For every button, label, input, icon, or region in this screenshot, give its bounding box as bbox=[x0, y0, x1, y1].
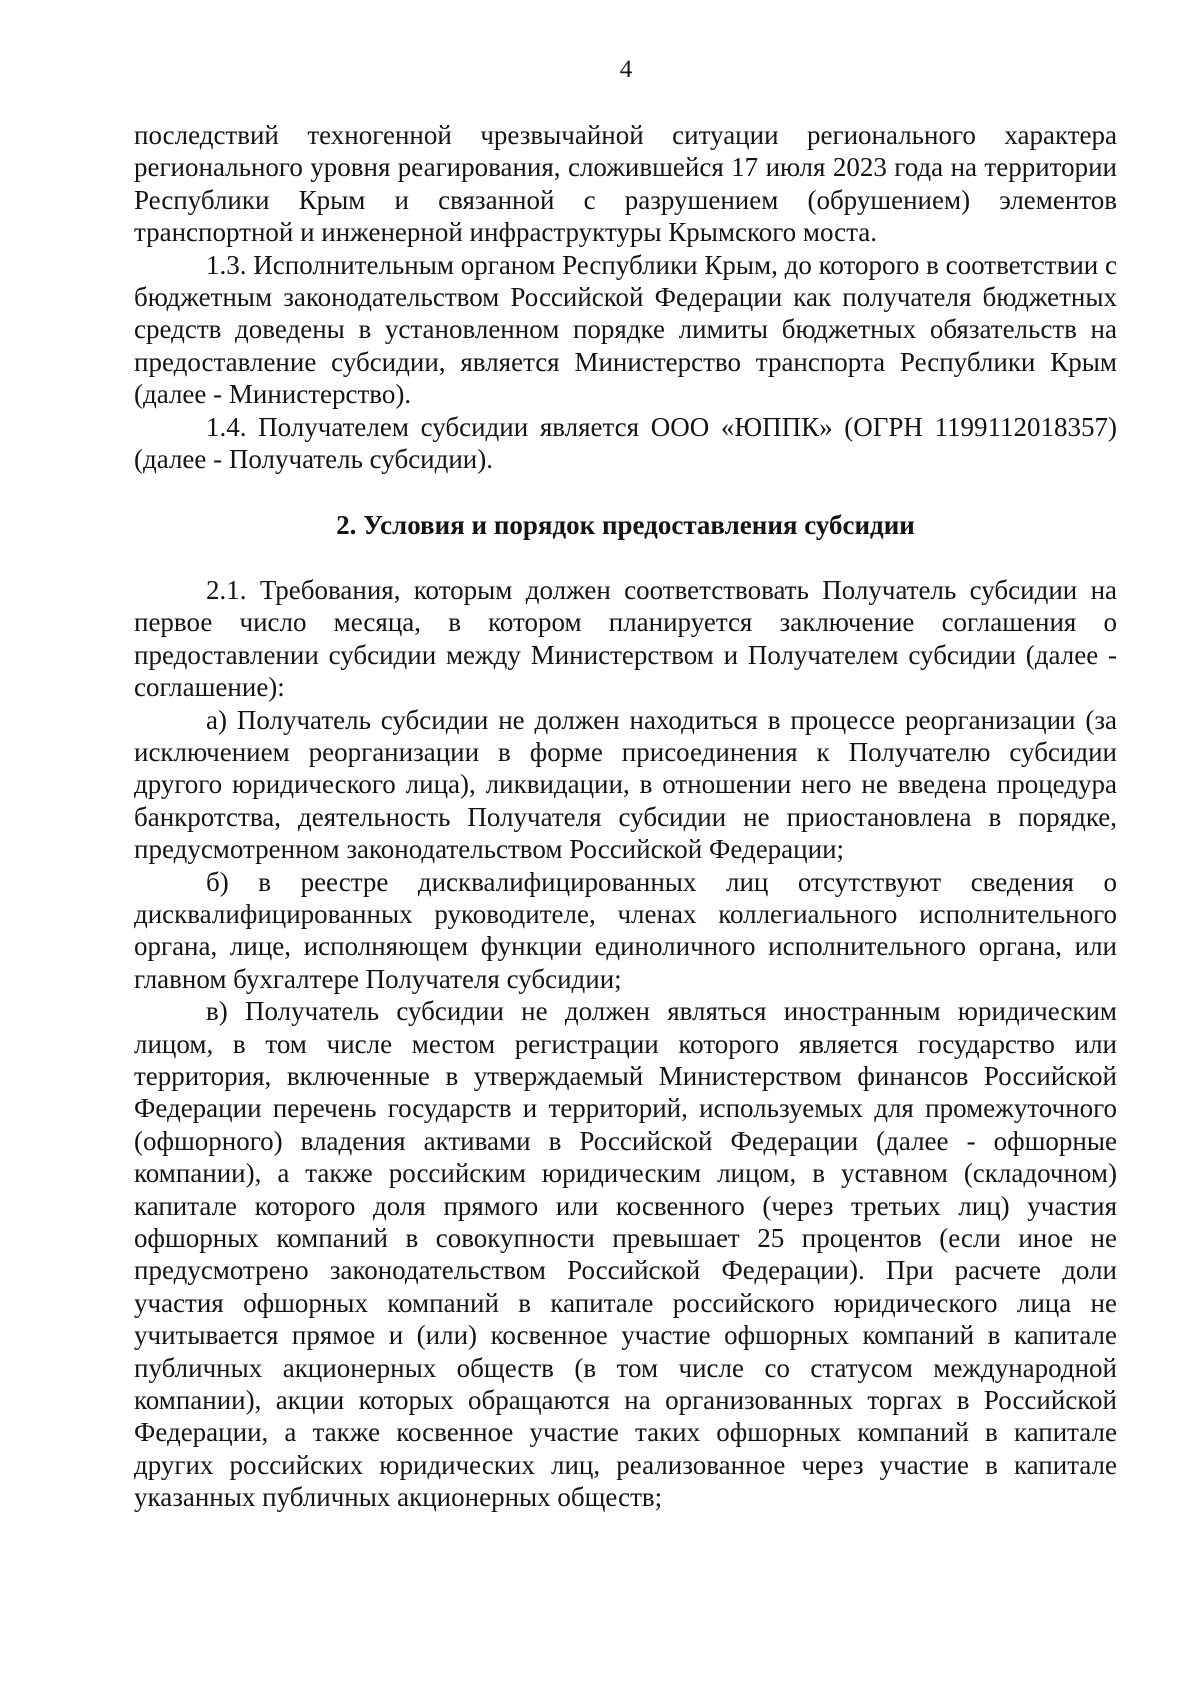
paragraph-1-4: 1.4. Получателем субсидии является ООО «ЮППК» (ОГРН 1199112018357) (далее - Получатель субсидии). bbox=[134, 411, 1117, 475]
document-body bbox=[134, 119, 1117, 1514]
paragraph-1-3: 1.3. Исполнительным органом Республики Крым, до которого в соответствии с бюджетным законодательством Российской Федерации как получателя бюджетных средств доведены в установленном порядке лимиты бюджетных обязательств на предоставление субсидии, является Министерство транспорта Республики Крым (далее - Министерство). bbox=[134, 249, 1117, 410]
paragraph-continuation: последствий техногенной чрезвычайной ситуации регионального характера регионального уровня реагирования, сложившейся 17 июля 2023 года на территории Республики Крым и связанной с разрушением (обрушением) элементов транспортной и инженерной инфраструктуры Крымского моста. bbox=[134, 120, 1117, 248]
paragraph-item-a: а) Получатель субсидии не должен находиться в процессе реорганизации (за исключением реорганизации в форме присоединения к Получателю субсидии другого юридического лица), ликвидации, в отношении него не введена процедура банкротства, деятельность Получателя субсидии не приостановлена в порядке, предусмотренном законодательством Российской Федерации; bbox=[134, 704, 1117, 865]
paragraph-item-b: б) в реестре дисквалифицированных лиц отсутствуют сведения о дисквалифицированных руководителе, членах коллегиального исполнительного органа, лице, исполняющем функции единоличного исполнительного органа, или главном бухгалтере Получателя субсидии; bbox=[134, 866, 1117, 994]
section-heading: 2. Условия и порядок предоставления субсидии bbox=[336, 510, 915, 541]
paragraph-2-1: 2.1. Требования, которым должен соответствовать Получатель субсидии на первое число месяца, в котором планируется заключение соглашения о предоставлении субсидии между Министерством и Получателем субсидии (далее - соглашение): bbox=[134, 574, 1117, 703]
paragraph-item-v: в) Получатель субсидии не должен являться иностранным юридическим лицом, в том числе местом регистрации которого является государство или территория, включенные в утверждаемый Министерством финансов Российской Федерации перечень государств и территорий, используемых для промежуточного (офшорного) владения активами в Российской Федерации (далее - офшорные компании), а также российским юридическим лицом, в уставном (складочном) капитале которого доля прямого или косвенного (через третьих лиц) участия офшорных компаний в совокупности превышает 25 процентов (если иное не предусмотрено законодательством Российской Федерации). При расчете доли участия офшорных компаний в капитале российского юридического лица не учитывается прямое и (или) косвенное участие офшорных компаний в капитале публичных акционерных обществ (в том числе со статусом международной компании), акции которых обращаются на организованных торгах в Российской Федерации, а также косвенное участие таких офшорных компаний в капитале других российских юридических лиц, реализованное через участие в капитале указанных публичных акционерных обществ; bbox=[134, 996, 1117, 1513]
page-number: 4 bbox=[619, 56, 633, 83]
